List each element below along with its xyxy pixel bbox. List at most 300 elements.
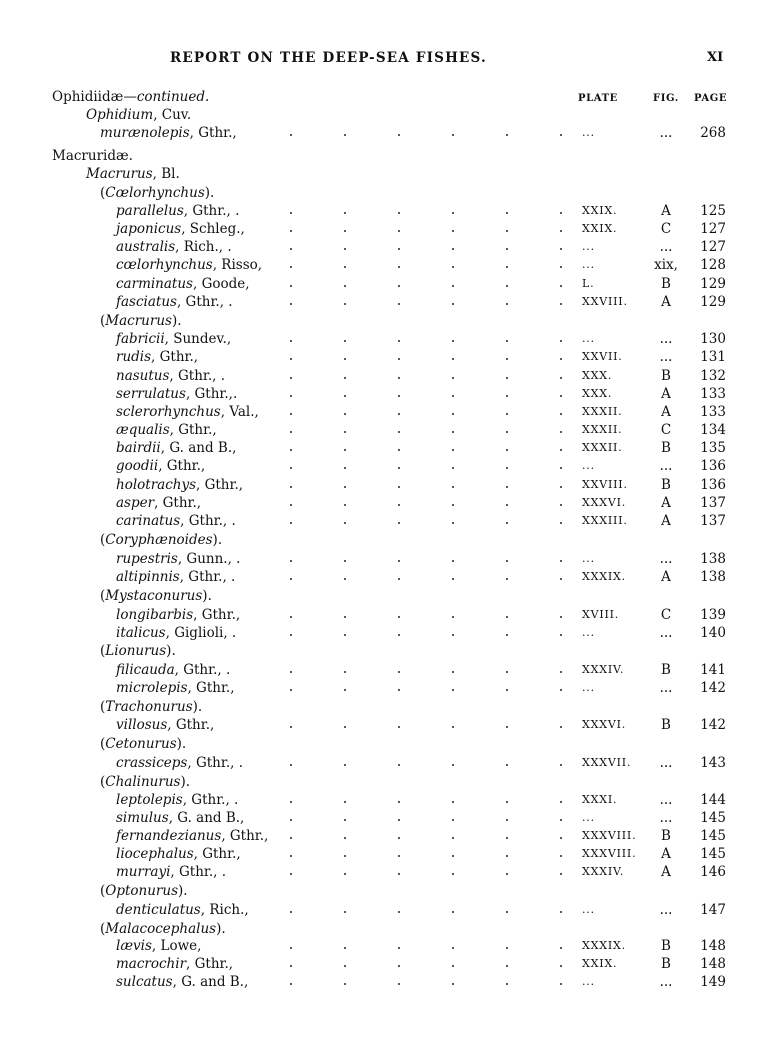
plate-cell: ... <box>582 240 595 253</box>
leader-dot <box>398 522 400 524</box>
leader-dots <box>290 955 578 973</box>
fig-cell: ... <box>659 902 673 918</box>
fig-cell: C <box>660 221 672 237</box>
leader-dot <box>560 983 562 985</box>
plate-cell: XXVII. <box>582 350 623 363</box>
paren-close: ). <box>166 643 176 659</box>
leader-dot <box>506 134 508 136</box>
leader-dot <box>452 911 454 913</box>
leader-dot <box>506 504 508 506</box>
page-cell: 128 <box>700 257 726 273</box>
leader-dots <box>290 754 578 772</box>
page-cell: 136 <box>700 477 726 493</box>
leader-dot <box>452 285 454 287</box>
leader-dot <box>344 671 346 673</box>
paren-open: ( <box>100 313 106 329</box>
page-cell: 127 <box>700 221 726 237</box>
species-name: villosus <box>116 717 168 733</box>
leader-dot <box>452 801 454 803</box>
leader-dot <box>290 873 292 875</box>
leader-dot <box>452 965 454 967</box>
species-label <box>116 901 249 919</box>
leader-dot <box>398 616 400 618</box>
species-name: italicus <box>116 625 166 641</box>
species-label <box>116 439 236 457</box>
species-label <box>116 367 225 385</box>
leader-dot <box>290 467 292 469</box>
leader-dot <box>290 801 292 803</box>
leader-dot <box>398 285 400 287</box>
paren-open: ( <box>100 921 106 937</box>
subgenus-row <box>0 920 776 938</box>
fig-cell: B <box>661 828 671 844</box>
leader-dot <box>560 671 562 673</box>
fig-cell: B <box>661 938 671 954</box>
paren-close: ). <box>180 774 191 790</box>
leader-dot <box>560 134 562 136</box>
species-row <box>0 754 776 772</box>
leader-dot <box>344 726 346 728</box>
plate-cell: ... <box>582 258 595 271</box>
leader-dot <box>506 266 508 268</box>
fig-cell: ... <box>659 755 673 771</box>
species-name: macrochir <box>116 956 187 972</box>
subgenus-name: Cetonurus <box>105 736 177 752</box>
plate-cell: XXX. <box>582 387 613 400</box>
leader-dots <box>290 238 578 256</box>
leader-dot <box>344 431 346 433</box>
subgenus-label <box>100 642 176 660</box>
leader-dots <box>290 937 578 955</box>
leader-dot <box>290 486 292 488</box>
plate-cell: ... <box>582 459 595 472</box>
leader-dot <box>452 764 454 766</box>
leader-dot <box>344 911 346 913</box>
species-row <box>0 606 776 624</box>
leader-dot <box>290 522 292 524</box>
leader-dot <box>452 266 454 268</box>
leader-dot <box>398 873 400 875</box>
author: , Gthr., . <box>187 755 243 771</box>
leader-dot <box>344 285 346 287</box>
leader-dot <box>560 358 562 360</box>
leader-dot <box>344 947 346 949</box>
subgenus-label <box>100 531 222 549</box>
page-cell: 129 <box>700 276 726 292</box>
leader-dot <box>398 449 400 451</box>
leader-dot <box>290 616 292 618</box>
author: , Schleg., <box>181 221 245 237</box>
species-name: crassiceps <box>116 755 188 771</box>
author: , Gunn., . <box>177 551 241 567</box>
plate-cell: XXXVII. <box>582 756 632 769</box>
page-cell: 145 <box>700 810 726 826</box>
fig-cell: A <box>661 846 671 862</box>
species-row <box>0 330 776 348</box>
page-cell: 137 <box>700 513 726 529</box>
leader-dot <box>290 837 292 839</box>
species-label <box>116 457 205 475</box>
leader-dot <box>344 340 346 342</box>
leader-dot <box>290 947 292 949</box>
species-name: carminatus <box>116 276 193 292</box>
plate-cell: XXIX. <box>582 222 618 235</box>
leader-dots <box>290 809 578 827</box>
leader-dot <box>506 431 508 433</box>
leader-dot <box>560 449 562 451</box>
species-row <box>0 220 776 238</box>
subgenus-row <box>0 184 776 202</box>
leader-dot <box>290 504 292 506</box>
species-name: goodii <box>116 458 159 474</box>
leader-dot <box>506 230 508 232</box>
leader-dot <box>398 855 400 857</box>
leader-dots <box>290 124 578 142</box>
subgenus-row <box>0 698 776 716</box>
leader-dot <box>398 819 400 821</box>
species-name: fernandezianus <box>116 828 222 844</box>
page-cell: 129 <box>700 294 726 310</box>
page-cell: 133 <box>700 386 726 402</box>
plate-cell: ... <box>582 332 595 345</box>
species-name: fabricii <box>116 331 165 347</box>
species-name: murænolepis <box>100 125 190 141</box>
leader-dot <box>344 134 346 136</box>
subgenus-name: Chalinurus <box>105 774 181 790</box>
leader-dot <box>506 911 508 913</box>
leader-dot <box>290 413 292 415</box>
page-cell: 149 <box>700 974 726 990</box>
subgenus-label <box>100 882 188 900</box>
page-cell: 139 <box>700 607 726 623</box>
leader-dot <box>290 764 292 766</box>
subgenus-name: Macrurus <box>105 313 172 329</box>
page-cell: 138 <box>700 569 726 585</box>
plate-cell: XXX. <box>582 369 613 382</box>
leader-dots <box>290 716 578 734</box>
subgenus-row <box>0 312 776 330</box>
subgenus-row <box>0 531 776 549</box>
species-row <box>0 385 776 403</box>
paren-close: ). <box>178 883 188 899</box>
plate-cell: XXXII. <box>582 441 623 454</box>
leader-dots <box>290 348 578 366</box>
fig-cell: A <box>661 495 671 511</box>
leader-dot <box>290 303 292 305</box>
plate-cell: ... <box>582 811 595 824</box>
subgenus-row <box>0 773 776 791</box>
leader-dot <box>344 855 346 857</box>
leader-dot <box>290 212 292 214</box>
leader-dot <box>560 230 562 232</box>
paren-open: ( <box>100 185 106 201</box>
leader-dot <box>560 837 562 839</box>
leader-dot <box>344 634 346 636</box>
leader-dot <box>290 689 292 691</box>
leader-dot <box>506 395 508 397</box>
leader-dot <box>560 395 562 397</box>
leader-dot <box>398 486 400 488</box>
species-label <box>116 845 241 863</box>
leader-dot <box>344 560 346 562</box>
species-row <box>0 624 776 642</box>
leader-dot <box>506 965 508 967</box>
species-row <box>0 124 776 142</box>
species-row <box>0 238 776 256</box>
plate-cell: XXXIX. <box>582 939 626 952</box>
fig-cell: ... <box>659 974 673 990</box>
leader-dot <box>398 230 400 232</box>
leader-dot <box>452 340 454 342</box>
page-cell: 148 <box>700 938 726 954</box>
family-name: Ophidiidæ <box>52 89 124 105</box>
author: , Goode, <box>192 276 250 292</box>
plate-cell: L. <box>582 277 595 290</box>
species-row <box>0 901 776 919</box>
genus-label <box>86 106 191 124</box>
subgenus-label <box>100 698 202 716</box>
leader-dot <box>452 726 454 728</box>
leader-dot <box>452 504 454 506</box>
species-label <box>116 937 201 955</box>
genus-name: Macrurus <box>86 166 153 182</box>
leader-dot <box>344 819 346 821</box>
leader-dot <box>506 855 508 857</box>
author: , Gthr., <box>189 125 237 141</box>
leader-dots <box>290 791 578 809</box>
plate-cell: XXXI. <box>582 793 618 806</box>
author: , Gthr., <box>193 846 241 862</box>
fig-cell: A <box>661 569 671 585</box>
page-cell: 141 <box>700 662 726 678</box>
author: , Gthr., . <box>179 569 236 585</box>
author: , Gthr., . <box>180 513 236 529</box>
leader-dots <box>290 385 578 403</box>
leader-dot <box>452 248 454 250</box>
page-cell: 127 <box>700 239 726 255</box>
subgenus-label <box>100 312 182 330</box>
author: , Gthr., <box>221 828 269 844</box>
leader-dot <box>560 965 562 967</box>
leader-dot <box>506 467 508 469</box>
fig-cell: ... <box>659 125 673 141</box>
leader-dot <box>560 616 562 618</box>
subgenus-row <box>0 882 776 900</box>
species-label <box>116 661 230 679</box>
species-name: simulus <box>116 810 169 826</box>
leader-dot <box>290 578 292 580</box>
page-cell: 146 <box>700 864 726 880</box>
fig-cell: B <box>661 276 671 292</box>
species-label <box>116 330 231 348</box>
leader-dot <box>290 726 292 728</box>
author: , Gthr., <box>169 422 217 438</box>
plate-cell: XXXII. <box>582 405 623 418</box>
leader-dot <box>398 303 400 305</box>
species-name: nasutus <box>116 368 170 384</box>
species-name: australis <box>116 239 176 255</box>
fig-cell: C <box>660 422 672 438</box>
family-name: Macruridæ. <box>52 148 133 164</box>
leader-dot <box>452 578 454 580</box>
leader-dot <box>344 358 346 360</box>
leader-dot <box>290 285 292 287</box>
column-header-fig: FIG. <box>653 93 679 104</box>
leader-dot <box>344 413 346 415</box>
leader-dots <box>290 901 578 919</box>
leader-dot <box>344 801 346 803</box>
fig-cell: C <box>660 607 672 623</box>
page-cell: 268 <box>700 125 726 141</box>
species-name: filicauda <box>116 662 175 678</box>
leader-dot <box>344 395 346 397</box>
species-label <box>116 754 243 772</box>
species-name: liocephalus <box>116 846 194 862</box>
leader-dot <box>560 689 562 691</box>
species-label <box>116 791 238 809</box>
subgenus-row <box>0 587 776 605</box>
leader-dot <box>560 377 562 379</box>
leader-dot <box>398 689 400 691</box>
fig-cell: ... <box>659 680 673 696</box>
species-row <box>0 791 776 809</box>
author: , Gthr.,. <box>185 386 238 402</box>
page-cell: 148 <box>700 956 726 972</box>
genus-name: Ophidium <box>86 107 154 123</box>
page-cell: 138 <box>700 551 726 567</box>
leader-dot <box>452 689 454 691</box>
leader-dot <box>344 837 346 839</box>
plate-cell: XXIX. <box>582 204 618 217</box>
leader-dot <box>452 395 454 397</box>
author: , Sundev., <box>164 331 232 347</box>
subgenus-row <box>0 642 776 660</box>
leader-dot <box>506 303 508 305</box>
leader-dot <box>398 947 400 949</box>
fig-cell: A <box>661 404 671 420</box>
leader-dot <box>560 726 562 728</box>
leader-dots <box>290 439 578 457</box>
leader-dot <box>398 395 400 397</box>
species-name: leptolepis <box>116 792 183 808</box>
plate-cell: XXXIV. <box>582 663 625 676</box>
leader-dot <box>560 486 562 488</box>
leader-dots <box>290 457 578 475</box>
plate-cell: ... <box>582 626 595 639</box>
plate-cell: XXXVIII. <box>582 829 637 842</box>
species-name: rupestris <box>116 551 178 567</box>
genus-label <box>86 165 180 183</box>
leader-dot <box>560 467 562 469</box>
leader-dot <box>452 522 454 524</box>
leader-dot <box>290 965 292 967</box>
leader-dot <box>398 212 400 214</box>
leader-dot <box>398 965 400 967</box>
species-row <box>0 863 776 881</box>
species-name: holotrachys <box>116 477 197 493</box>
leader-dot <box>560 873 562 875</box>
fig-cell: B <box>661 662 671 678</box>
leader-dot <box>452 560 454 562</box>
leader-dot <box>398 911 400 913</box>
leader-dots <box>290 494 578 512</box>
fig-cell: ... <box>659 331 673 347</box>
subgenus-name: Coryphænoides <box>105 532 213 548</box>
leader-dot <box>290 377 292 379</box>
species-row <box>0 476 776 494</box>
subgenus-label <box>100 773 190 791</box>
subgenus-name: Malacocephalus <box>105 921 217 937</box>
leader-dot <box>344 504 346 506</box>
page-cell: 136 <box>700 458 726 474</box>
page-cell: 125 <box>700 203 726 219</box>
species-row <box>0 550 776 568</box>
page-cell: 137 <box>700 495 726 511</box>
species-name: æqualis <box>116 422 170 438</box>
fig-cell: A <box>661 864 671 880</box>
fig-cell: B <box>661 717 671 733</box>
leader-dots <box>290 403 578 421</box>
leader-dot <box>506 764 508 766</box>
leader-dots <box>290 568 578 586</box>
leader-dot <box>506 616 508 618</box>
fig-cell: ... <box>659 792 673 808</box>
author: , Bl. <box>152 166 180 182</box>
author: , Gthr., <box>158 458 206 474</box>
species-row <box>0 679 776 697</box>
leader-dot <box>560 413 562 415</box>
paren-close: ). <box>176 736 187 752</box>
author: , G. and B., <box>168 810 245 826</box>
species-name: japonicus <box>116 221 182 237</box>
species-label <box>116 202 239 220</box>
species-label <box>116 403 259 421</box>
family-label <box>52 88 209 106</box>
fig-cell: A <box>661 513 671 529</box>
leader-dot <box>398 467 400 469</box>
species-row <box>0 403 776 421</box>
leader-dot <box>506 413 508 415</box>
leader-dot <box>344 965 346 967</box>
leader-dot <box>344 248 346 250</box>
leader-dot <box>452 134 454 136</box>
page-cell: 132 <box>700 368 726 384</box>
leader-dot <box>506 634 508 636</box>
plate-cell: XXXVI. <box>582 718 627 731</box>
paren-close: ). <box>171 313 182 329</box>
plate-cell: XXXIX. <box>582 570 626 583</box>
leader-dot <box>506 358 508 360</box>
species-label <box>116 348 198 366</box>
subgenus-name: Mystaconurus <box>105 588 203 604</box>
species-row <box>0 512 776 530</box>
leader-dot <box>344 689 346 691</box>
leader-dots <box>290 624 578 642</box>
species-row <box>0 827 776 845</box>
fig-cell: A <box>661 386 671 402</box>
leader-dot <box>290 911 292 913</box>
subgenus-name: Trachonurus <box>105 699 193 715</box>
page-cell: 131 <box>700 349 726 365</box>
leader-dot <box>560 634 562 636</box>
leader-dots <box>290 661 578 679</box>
plate-cell: XVIII. <box>582 608 620 621</box>
leader-dots <box>290 827 578 845</box>
author: , Gthr., <box>167 717 215 733</box>
species-row <box>0 568 776 586</box>
plate-cell: ... <box>582 681 595 694</box>
leader-dot <box>344 377 346 379</box>
